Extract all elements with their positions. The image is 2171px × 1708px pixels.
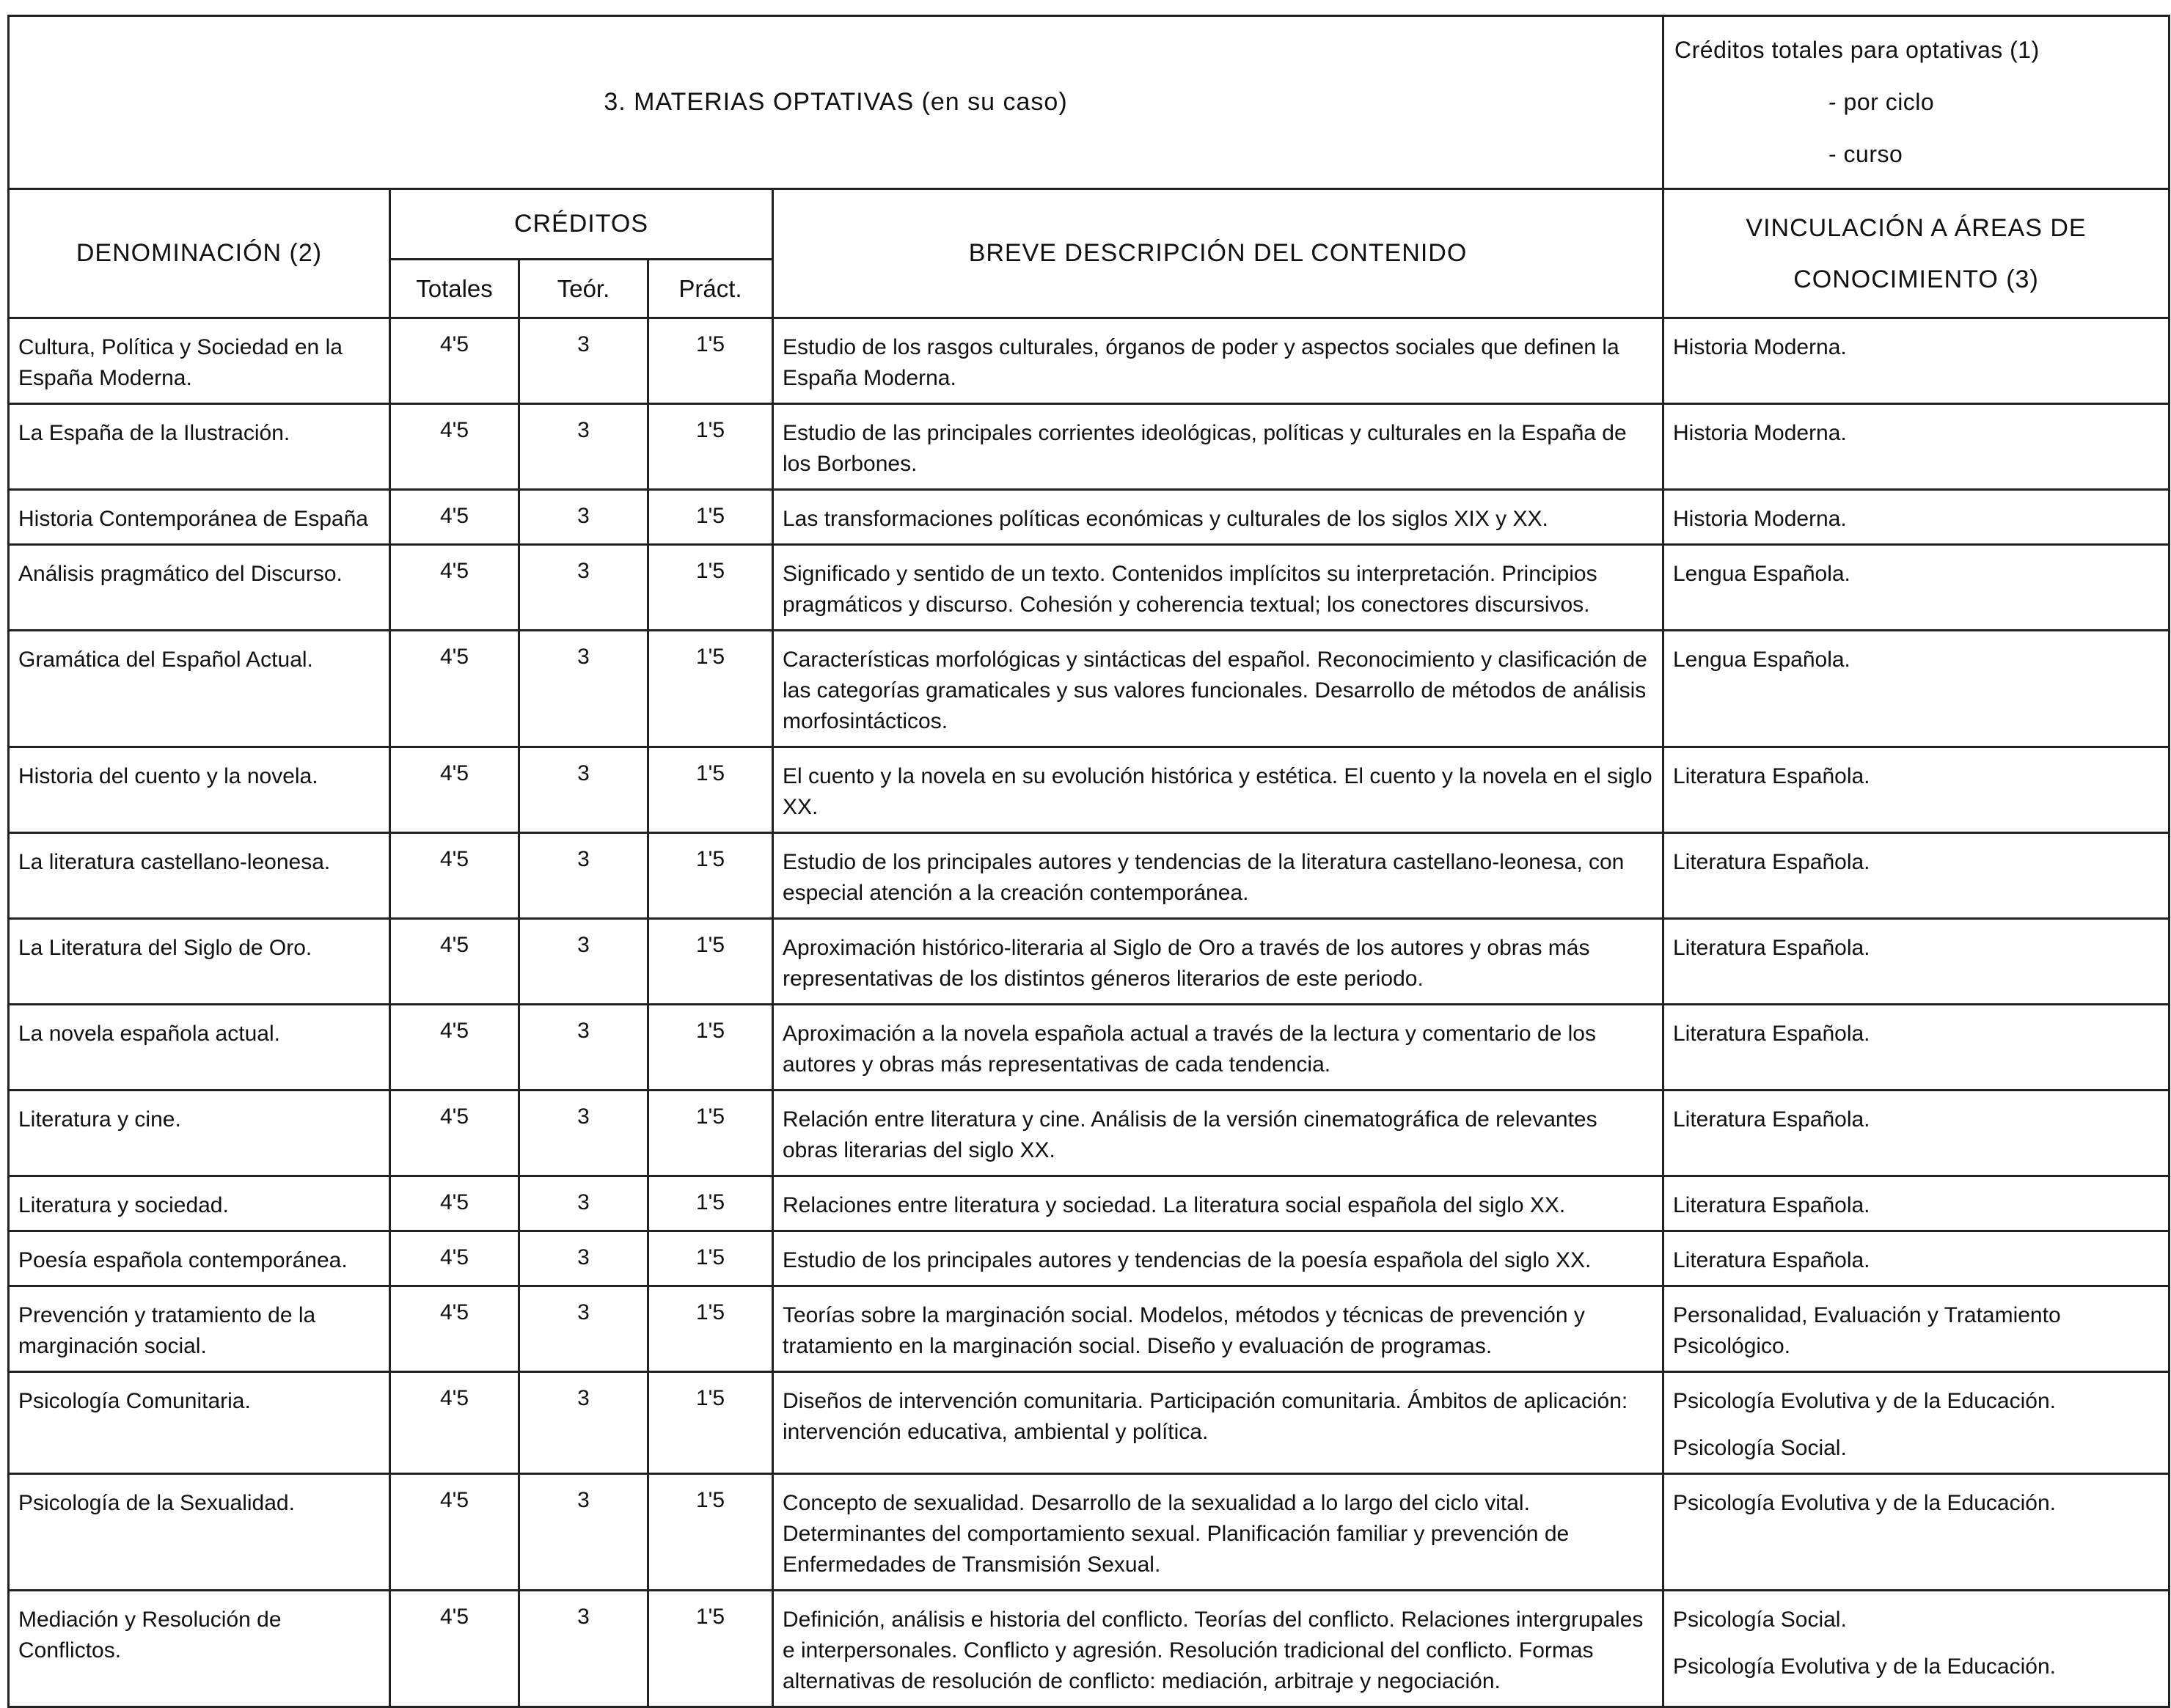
knowledge-areas	[1663, 747, 2170, 833]
credits-theory-value: 3	[519, 1474, 648, 1591]
credits-totals-value: 4'5	[390, 833, 519, 919]
credits-theory-value: 3	[519, 1005, 648, 1091]
knowledge-area: Personalidad, Evaluación y Tratamiento Psicológico.	[1673, 1303, 2061, 1358]
credits-practice-value: 1'5	[648, 1091, 773, 1176]
title-row	[9, 16, 2170, 189]
knowledge-area: Literatura Española.	[1673, 1193, 1870, 1217]
knowledge-areas	[1663, 631, 2170, 747]
knowledge-area: Psicología Evolutiva y de la Educación.	[1673, 1389, 2056, 1413]
credits-totals-value: 4'5	[390, 919, 519, 1005]
credits-practice-value: 1'5	[648, 833, 773, 919]
practice-header: Práct.	[648, 260, 773, 318]
knowledge-areas	[1663, 490, 2170, 545]
credits-header: CRÉDITOS	[390, 189, 773, 260]
credits-totals-value: 4'5	[390, 318, 519, 404]
content-description: El cuento y la novela en su evolución histórica y estética. El cuento y la novela en el siglo XX.	[773, 747, 1663, 833]
description-header: BREVE DESCRIPCIÓN DEL CONTENIDO	[773, 189, 1663, 318]
knowledge-area: Literatura Española.	[1673, 850, 1870, 874]
credits-totals-value: 4'5	[390, 1591, 519, 1707]
areas-header-line-2: CONOCIMIENTO (3)	[1793, 265, 2039, 293]
optional-subjects-table	[7, 15, 2170, 1708]
content-description: Diseños de intervención comunitaria. Participación comunitaria. Ámbitos de aplicación: intervención educativa, ambiental y política.	[773, 1372, 1663, 1474]
subject-name: La literatura castellano-leonesa.	[9, 833, 390, 919]
knowledge-area: Literatura Española.	[1673, 936, 1870, 960]
knowledge-areas	[1663, 1231, 2170, 1286]
table-row	[9, 1231, 2170, 1286]
subject-name: Historia del cuento y la novela.	[9, 747, 390, 833]
credits-theory-value: 3	[519, 1286, 648, 1372]
knowledge-area: Literatura Española.	[1673, 1248, 1870, 1272]
credits-theory-value: 3	[519, 919, 648, 1005]
credits-practice-value: 1'5	[648, 1231, 773, 1286]
table-row	[9, 1005, 2170, 1091]
subject-name: La Literatura del Siglo de Oro.	[9, 919, 390, 1005]
knowledge-areas	[1663, 833, 2170, 919]
knowledge-areas	[1663, 545, 2170, 631]
knowledge-area: Psicología Social.	[1673, 1436, 1847, 1460]
credits-practice-value: 1'5	[648, 1474, 773, 1591]
subject-name: Historia Contemporánea de España	[9, 490, 390, 545]
knowledge-area: Historia Moderna.	[1673, 421, 1847, 445]
content-description: Estudio de las principales corrientes ideológicas, políticas y culturales en la España de los Borbones.	[773, 404, 1663, 490]
credits-theory-value: 3	[519, 404, 648, 490]
credits-theory-value: 3	[519, 318, 648, 404]
knowledge-area: Literatura Española.	[1673, 1022, 1870, 1046]
credits-theory-value: 3	[519, 833, 648, 919]
knowledge-area: Psicología Evolutiva y de la Educación.	[1673, 1654, 2056, 1679]
knowledge-area: Lengua Española.	[1673, 648, 1850, 672]
knowledge-areas	[1663, 1176, 2170, 1231]
knowledge-areas	[1663, 1286, 2170, 1372]
table-row	[9, 1591, 2170, 1707]
credits-theory-value: 3	[519, 1091, 648, 1176]
credits-theory-value: 3	[519, 631, 648, 747]
knowledge-area: Literatura Española.	[1673, 1107, 1870, 1132]
content-description: Estudio de los rasgos culturales, órganos de poder y aspectos sociales que definen la España Moderna.	[773, 318, 1663, 404]
content-description: Teorías sobre la marginación social. Modelos, métodos y técnicas de prevención y tratamiento en la marginación social. Diseño y evaluación de programas.	[773, 1286, 1663, 1372]
credits-theory-value: 3	[519, 747, 648, 833]
knowledge-areas	[1663, 404, 2170, 490]
course-label: - curso	[1828, 141, 1903, 167]
credits-practice-value: 1'5	[648, 919, 773, 1005]
credits-practice-value: 1'5	[648, 747, 773, 833]
knowledge-area: Historia Moderna.	[1673, 507, 1847, 531]
content-description: Definición, análisis e historia del conflicto. Teorías del conflicto. Relaciones intergrupales e interpersonales. Conflicto y agresión. Resolución tradicional del conflicto. Formas alternativas de resolución de conflicto: mediación, arbitraje y negociación.	[773, 1591, 1663, 1707]
knowledge-area: Psicología Evolutiva y de la Educación.	[1673, 1491, 2056, 1515]
subject-name: La España de la Ilustración.	[9, 404, 390, 490]
column-header-row-1	[9, 189, 2170, 260]
credits-theory-value: 3	[519, 1591, 648, 1707]
credits-totals-value: 4'5	[390, 747, 519, 833]
credits-practice-value: 1'5	[648, 1372, 773, 1474]
content-description: Características morfológicas y sintácticas del español. Reconocimiento y clasificación de las categorías gramaticales y sus valores funcionales. Desarrollo de métodos de análisis morfosintácticos.	[773, 631, 1663, 747]
credits-practice-value: 1'5	[648, 318, 773, 404]
table-body	[9, 16, 2170, 1707]
knowledge-area: Historia Moderna.	[1673, 335, 1847, 359]
credits-totals-value: 4'5	[390, 1286, 519, 1372]
subject-name: Psicología Comunitaria.	[9, 1372, 390, 1474]
subject-name: Psicología de la Sexualidad.	[9, 1474, 390, 1591]
credits-totals-value: 4'5	[390, 490, 519, 545]
table-row	[9, 1091, 2170, 1176]
table-row	[9, 631, 2170, 747]
subject-name: La novela española actual.	[9, 1005, 390, 1091]
credits-theory-value: 3	[519, 1231, 648, 1286]
credits-practice-value: 1'5	[648, 1286, 773, 1372]
knowledge-area: Literatura Española.	[1673, 764, 1870, 788]
knowledge-areas	[1663, 1474, 2170, 1591]
table-row	[9, 490, 2170, 545]
credits-totals-value: 4'5	[390, 1176, 519, 1231]
denomination-header: DENOMINACIÓN (2)	[9, 189, 390, 318]
content-description: Estudio de los principales autores y tendencias de la literatura castellano-leonesa, con especial atención a la creación contemporánea.	[773, 833, 1663, 919]
table-row	[9, 1372, 2170, 1474]
subject-name: Literatura y sociedad.	[9, 1176, 390, 1231]
credits-totals-value: 4'5	[390, 545, 519, 631]
content-description: Las transformaciones políticas económicas y culturales de los siglos XIX y XX.	[773, 490, 1663, 545]
knowledge-areas	[1663, 318, 2170, 404]
credits-practice-value: 1'5	[648, 1591, 773, 1707]
knowledge-areas	[1663, 919, 2170, 1005]
knowledge-area: Psicología Social.	[1673, 1608, 1847, 1632]
credits-totals-value: 4'5	[390, 1231, 519, 1286]
credits-practice-value: 1'5	[648, 404, 773, 490]
subject-name: Análisis pragmático del Discurso.	[9, 545, 390, 631]
subject-name: Gramática del Español Actual.	[9, 631, 390, 747]
content-description: Estudio de los principales autores y tendencias de la poesía española del siglo XX.	[773, 1231, 1663, 1286]
table-row	[9, 318, 2170, 404]
content-description: Significado y sentido de un texto. Contenidos implícitos su interpretación. Principios pragmáticos y discurso. Cohesión y coherencia textual; los conectores discursivos.	[773, 545, 1663, 631]
credits-totals-value: 4'5	[390, 1474, 519, 1591]
theory-header: Teór.	[519, 260, 648, 318]
credits-theory-value: 3	[519, 1372, 648, 1474]
credits-totals-value: 4'5	[390, 1372, 519, 1474]
table-row	[9, 404, 2170, 490]
table-row	[9, 919, 2170, 1005]
subject-name: Literatura y cine.	[9, 1091, 390, 1176]
subject-name: Poesía española contemporánea.	[9, 1231, 390, 1286]
credits-practice-value: 1'5	[648, 1005, 773, 1091]
table-row	[9, 1474, 2170, 1591]
knowledge-areas	[1663, 1091, 2170, 1176]
credits-practice-value: 1'5	[648, 545, 773, 631]
totals-header: Totales	[390, 260, 519, 318]
subject-name: Cultura, Política y Sociedad en la España Moderna.	[9, 318, 390, 404]
subject-name: Prevención y tratamiento de la marginación social.	[9, 1286, 390, 1372]
credits-totals-value: 4'5	[390, 1005, 519, 1091]
content-description: Aproximación histórico-literaria al Siglo de Oro a través de los autores y obras más representativas de los distintos géneros literarios de este periodo.	[773, 919, 1663, 1005]
credits-totals-box	[1663, 16, 2170, 189]
table-row	[9, 1176, 2170, 1231]
areas-header-line-1: VINCULACIÓN A ÁREAS DE	[1746, 213, 2087, 242]
credits-totals-value: 4'5	[390, 404, 519, 490]
content-description: Relación entre literatura y cine. Análisis de la versión cinematográfica de relevantes obras literarias del siglo XX.	[773, 1091, 1663, 1176]
credits-theory-value: 3	[519, 1176, 648, 1231]
credits-theory-value: 3	[519, 545, 648, 631]
credits-totals-value: 4'5	[390, 1091, 519, 1176]
table-row	[9, 1286, 2170, 1372]
credits-practice-value: 1'5	[648, 1176, 773, 1231]
knowledge-area: Lengua Española.	[1673, 562, 1850, 586]
content-description: Relaciones entre literatura y sociedad. La literatura social española del siglo XX.	[773, 1176, 1663, 1231]
content-description: Aproximación a la novela española actual a través de la lectura y comentario de los autores y obras más representativas de cada tendencia.	[773, 1005, 1663, 1091]
credits-totals-value: 4'5	[390, 631, 519, 747]
per-cycle-label: - por ciclo	[1828, 89, 1935, 115]
table-row	[9, 833, 2170, 919]
table-row	[9, 747, 2170, 833]
content-description: Concepto de sexualidad. Desarrollo de la sexualidad a lo largo del ciclo vital. Determinantes del comportamiento sexual. Planificación familiar y prevención de Enfermedades de Transmisión Sexual.	[773, 1474, 1663, 1591]
knowledge-areas	[1663, 1005, 2170, 1091]
credits-theory-value: 3	[519, 490, 648, 545]
credits-totals-label: Créditos totales para optativas (1)	[1674, 37, 2040, 63]
credits-practice-value: 1'5	[648, 490, 773, 545]
table-row	[9, 545, 2170, 631]
credits-practice-value: 1'5	[648, 631, 773, 747]
knowledge-areas	[1663, 1591, 2170, 1707]
subject-name: Mediación y Resolución de Conflictos.	[9, 1591, 390, 1707]
section-title: 3. MATERIAS OPTATIVAS (en su caso)	[9, 16, 1663, 189]
knowledge-areas	[1663, 1372, 2170, 1474]
areas-header	[1663, 189, 2170, 318]
